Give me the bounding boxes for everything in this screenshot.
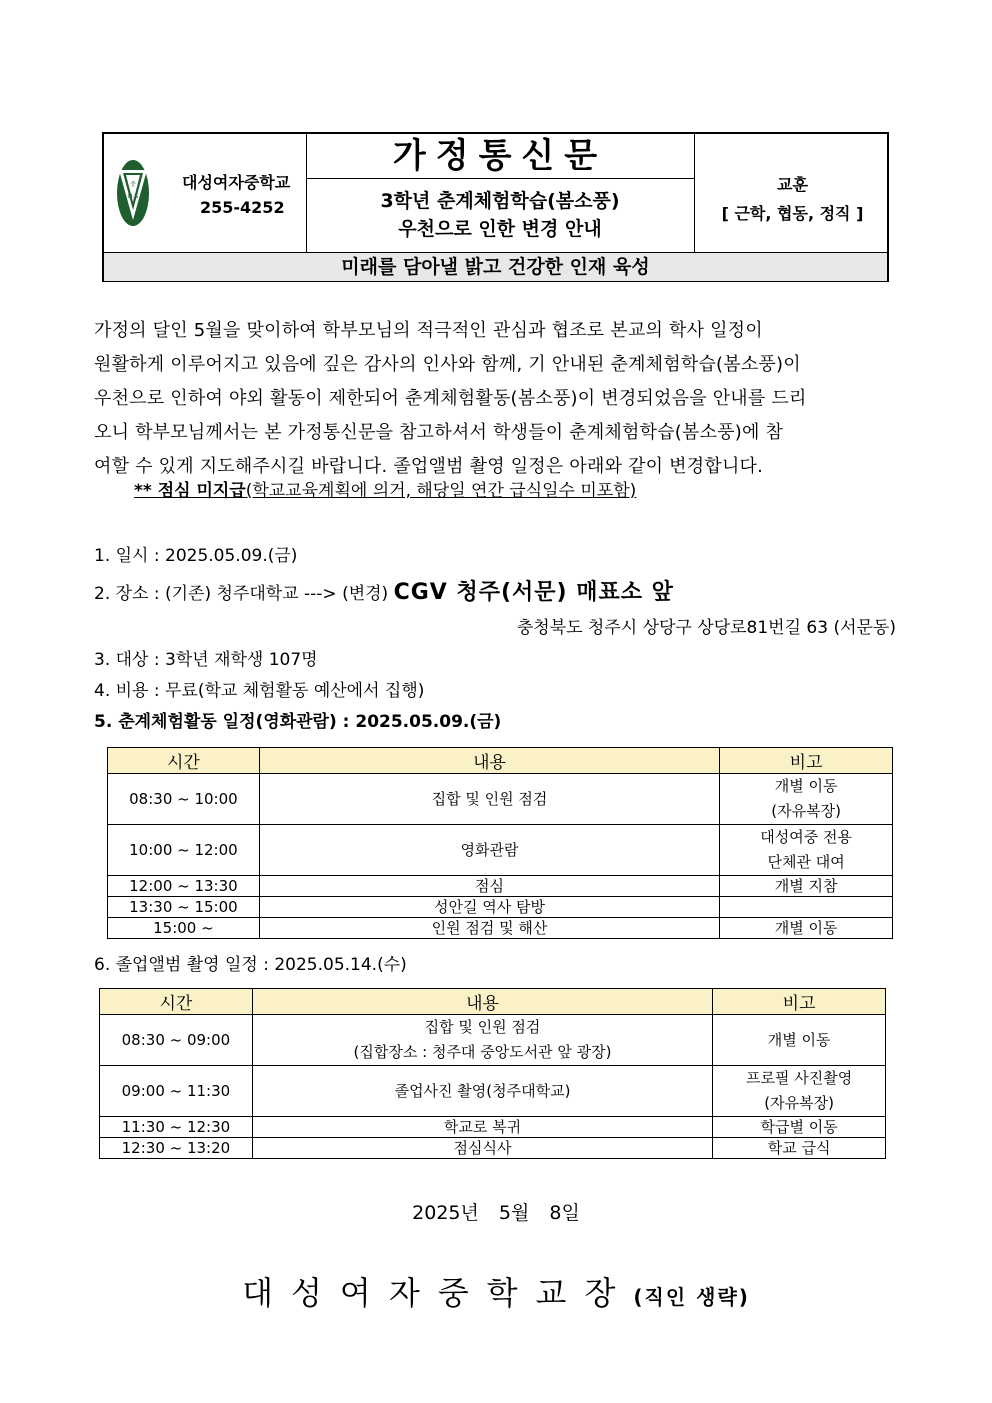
cell-line: 개별 이동	[774, 777, 838, 795]
table-row	[100, 1066, 886, 1117]
cell-time	[108, 774, 260, 825]
cell-line: 10:00 ~ 12:00	[129, 840, 238, 859]
school-tel: 255-4252	[200, 198, 285, 217]
subtitle	[306, 179, 695, 252]
schedule1-title: 5. 춘계체험활동 일정(영화관람) : 2025.05.09.(금)	[94, 712, 502, 732]
cell-line: 09:00 ~ 11:30	[121, 1081, 231, 1100]
table-row	[100, 1015, 886, 1066]
intro-line: 우천으로 인하여 야외 활동이 제한되어 춘계체험활동(봄소풍)이 변경되었음을 안내를 드리	[94, 388, 807, 409]
cell-note	[720, 876, 893, 897]
table-row	[100, 1117, 886, 1138]
school-name: 대성여자중학교	[182, 173, 291, 192]
principal-signature	[0, 1268, 992, 1314]
principal-name: 대성여자중학교장	[242, 1274, 634, 1312]
cell-content	[252, 1015, 712, 1066]
schedule2-table	[99, 988, 886, 1159]
cell-line: 영화관람	[460, 840, 519, 859]
item-date: 1. 일시 : 2025.05.09.(금)	[94, 546, 298, 566]
item-address: 충청북도 청주시 상당구 상당로81번길 63 (서문동)	[516, 618, 896, 638]
intro-line: 원활하게 이루어지고 있음에 깊은 감사의 인사와 함께, 기 안내된 춘계체험학습(봄소풍)이	[94, 354, 801, 375]
cell-line: 개별 이동	[774, 919, 838, 937]
svg-text:D.S: D.S	[127, 193, 139, 200]
motto-label: 교훈	[777, 175, 808, 194]
header-note: 비고	[713, 989, 886, 1015]
cell-content	[259, 876, 719, 897]
cell-content	[252, 1138, 712, 1159]
item-place-new: CGV 청주(서문) 매표소 앞	[393, 580, 674, 605]
cell-note	[720, 774, 893, 825]
table-row	[108, 774, 893, 825]
cell-note	[720, 825, 893, 876]
cell-note	[713, 1015, 886, 1066]
cell-line: 13:30 ~ 15:00	[129, 898, 238, 916]
lunch-note-suffix: (학교교육계획에 의거, 해당일 연간 급식일수 미포함)	[245, 481, 637, 501]
cell-line: 인원 점검 및 해산	[431, 919, 548, 937]
header-note: 비고	[720, 748, 893, 774]
cell-note	[720, 897, 893, 918]
cell-time	[100, 1138, 253, 1159]
cell-content	[259, 897, 719, 918]
cell-line: (집합장소 : 청주대 중앙도서관 앞 광장)	[353, 1043, 612, 1061]
lunch-note	[134, 476, 636, 501]
table-row	[100, 1138, 886, 1159]
newsletter-header	[102, 132, 889, 282]
cell-time	[108, 897, 260, 918]
intro-line: 오니 학부모님께서는 본 가정통신문을 참고하셔서 학생들이 춘계체험학습(봄소풍)에 참	[94, 422, 784, 443]
cell-note	[713, 1066, 886, 1117]
header-time: 시간	[108, 748, 260, 774]
cell-line: 학급별 이동	[760, 1118, 838, 1136]
cell-time	[108, 918, 260, 939]
cell-line: 학교 급식	[767, 1139, 831, 1157]
cell-time	[108, 825, 260, 876]
lunch-note-prefix: ** 점심 미지급	[134, 481, 246, 501]
cell-line	[720, 897, 892, 917]
cell-line: 집합 및 인원 점검	[424, 1018, 541, 1036]
cell-content	[259, 918, 719, 939]
subtitle-line-2: 우천으로 인한 변경 안내	[398, 218, 602, 240]
seal-note: (직인 생략)	[633, 1285, 750, 1309]
cell-line: 점심식사	[453, 1139, 512, 1157]
school-emblem-icon	[116, 158, 150, 228]
item-place-prefix: 2. 장소 : (기존) 청주대학교 ---> (변경)	[94, 584, 394, 604]
cell-line: (자유복장)	[771, 802, 841, 820]
page-title: 가정통신문	[306, 134, 695, 179]
table-header-row	[108, 748, 893, 774]
header-time: 시간	[100, 989, 253, 1015]
intro-paragraph	[94, 314, 898, 484]
cell-time	[100, 1066, 253, 1117]
cell-line: 개별 이동	[767, 1030, 831, 1049]
cell-line: 단체관 대여	[767, 853, 845, 871]
schedule2-title: 6. 졸업앨범 촬영 일정 : 2025.05.14.(수)	[94, 955, 407, 975]
item-place	[94, 575, 674, 606]
table-row	[108, 918, 893, 939]
cell-line: 15:00 ~	[153, 919, 214, 937]
cell-content	[252, 1066, 712, 1117]
cell-line: 집합 및 인원 점검	[431, 789, 548, 808]
cell-line: 11:30 ~ 12:30	[121, 1118, 231, 1136]
cell-content	[259, 825, 719, 876]
item-cost: 4. 비용 : 무료(학교 체험활동 예산에서 집행)	[94, 681, 425, 701]
svg-text:중: 중	[130, 181, 136, 188]
school-slogan: 미래를 담아낼 밝고 건강한 인재 육성	[104, 252, 887, 281]
motto-values: [ 근학, 협동, 정직 ]	[721, 204, 864, 223]
cell-note	[713, 1138, 886, 1159]
cell-line: 08:30 ~ 10:00	[129, 789, 238, 808]
header-content: 내용	[259, 748, 719, 774]
cell-line: 12:30 ~ 13:20	[121, 1139, 231, 1157]
item-target: 3. 대상 : 3학년 재학생 107명	[94, 650, 318, 670]
cell-line: (자유복장)	[764, 1094, 834, 1112]
table-header-row	[100, 989, 886, 1015]
table-row	[108, 876, 893, 897]
schedule1-table	[107, 747, 893, 939]
cell-line: 학교로 복귀	[443, 1118, 522, 1136]
cell-time	[100, 1117, 253, 1138]
cell-line: 대성여중 전용	[760, 828, 852, 846]
header-content: 내용	[252, 989, 712, 1015]
cell-content	[259, 774, 719, 825]
school-info	[104, 134, 307, 252]
cell-line: 08:30 ~ 09:00	[121, 1030, 231, 1049]
cell-time	[100, 1015, 253, 1066]
cell-content	[252, 1117, 712, 1138]
intro-line: 여할 수 있게 지도해주시길 바랍니다. 졸업앨범 촬영 일정은 아래와 같이 변경합니다.	[94, 456, 764, 477]
subtitle-line-1: 3학년 춘계체험학습(봄소풍)	[380, 190, 620, 212]
cell-line: 점심	[475, 877, 505, 895]
table-row	[108, 825, 893, 876]
cell-note	[720, 918, 893, 939]
cell-time	[108, 876, 260, 897]
issue-date: 2025년 5월 8일	[412, 1202, 580, 1224]
cell-line: 프로필 사진촬영	[746, 1069, 853, 1087]
cell-line: 12:00 ~ 13:30	[129, 877, 238, 895]
intro-line: 가정의 달인 5월을 맞이하여 학부모님의 적극적인 관심과 협조로 본교의 학사 일정이	[94, 320, 763, 341]
cell-note	[713, 1117, 886, 1138]
school-motto	[696, 134, 889, 252]
cell-line: 성안길 역사 탐방	[434, 898, 545, 916]
cell-line: 개별 지참	[774, 877, 838, 895]
table-row	[108, 897, 893, 918]
cell-line: 졸업사진 촬영(청주대학교)	[394, 1081, 571, 1100]
